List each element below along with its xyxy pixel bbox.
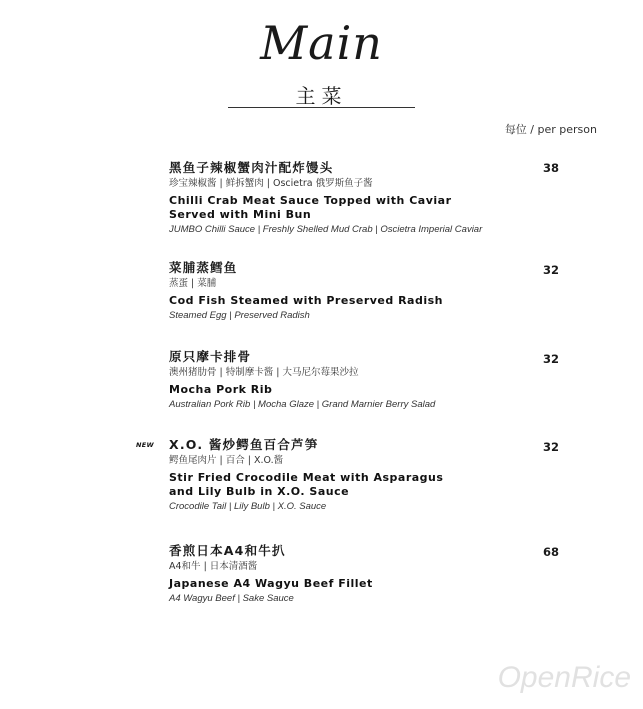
dish-price: 32: [543, 440, 560, 454]
dish-english-name: [169, 471, 589, 499]
dish-english-name-line: Japanese A4 Wagyu Beef Fillet: [169, 577, 373, 590]
dish-english-name-line: Mocha Pork Rib: [169, 383, 273, 396]
openrice-watermark: OpenRice: [497, 661, 631, 694]
dish-chinese-description: 鳄鱼尾肉片 | 百合 | X.O.酱: [169, 455, 284, 466]
dish-price: 68: [543, 545, 560, 559]
dish-english-name-line: Chilli Crab Meat Sauce Topped with Caviar: [169, 194, 452, 207]
section-chinese-title: 主菜: [295, 84, 348, 108]
section-script-title: Main: [260, 16, 383, 70]
dish-chinese-name: 香煎日本A4和牛扒: [169, 543, 286, 558]
dish-price: 32: [543, 263, 560, 277]
menu-item: [169, 437, 589, 513]
dish-chinese-name: 菜脯蒸鳕鱼: [169, 260, 238, 275]
dish-english-name: [169, 194, 589, 222]
menu-item: [169, 160, 589, 236]
dish-chinese-description: 澳州猪肋骨 | 特制摩卡酱 | 大马尼尔莓果沙拉: [169, 367, 359, 378]
menu-item: [169, 349, 589, 411]
dish-english-name-line: Served with Mini Bun: [169, 208, 312, 221]
title-divider: [228, 107, 415, 108]
menu-item: [169, 260, 589, 322]
dish-english-name: [169, 294, 589, 308]
dish-chinese-name: X.O. 酱炒鳄鱼百合芦笋: [169, 437, 319, 452]
new-badge: NEW: [136, 441, 154, 449]
dish-chinese-name: 黑鱼子辣椒蟹肉汁配炸馒头: [169, 160, 334, 175]
dish-english-name: [169, 383, 589, 397]
dish-chinese-name: 原只摩卡排骨: [169, 349, 252, 364]
dish-chinese-description: A4和牛 | 日本清酒酱: [169, 561, 258, 572]
dish-price: 32: [543, 352, 560, 366]
dish-english-name-line: and Lily Bulb in X.O. Sauce: [169, 485, 350, 498]
dish-chinese-description: 蒸蛋 | 菜脯: [169, 278, 217, 289]
dish-english-name: [169, 577, 589, 591]
dish-english-description: Steamed Egg | Preserved Radish: [169, 310, 310, 321]
per-person-note: 每位 / per person: [504, 123, 597, 136]
dish-english-description: Crocodile Tail | Lily Bulb | X.O. Sauce: [169, 501, 327, 512]
dish-english-name-line: Cod Fish Steamed with Preserved Radish: [169, 294, 443, 307]
dish-english-description: A4 Wagyu Beef | Sake Sauce: [169, 593, 294, 604]
menu-item: [169, 543, 589, 605]
dish-english-description: JUMBO Chilli Sauce | Freshly Shelled Mud Crab | Oscietra Imperial Caviar: [169, 224, 483, 235]
dish-price: 38: [543, 161, 560, 175]
dish-english-name-line: Stir Fried Crocodile Meat with Asparagus: [169, 471, 444, 484]
dish-chinese-description: 珍宝辣椒酱 | 鲜拆蟹肉 | Oscietra 俄罗斯鱼子酱: [169, 178, 373, 189]
dish-english-description: Australian Pork Rib | Mocha Glaze | Grand Marnier Berry Salad: [169, 399, 436, 410]
